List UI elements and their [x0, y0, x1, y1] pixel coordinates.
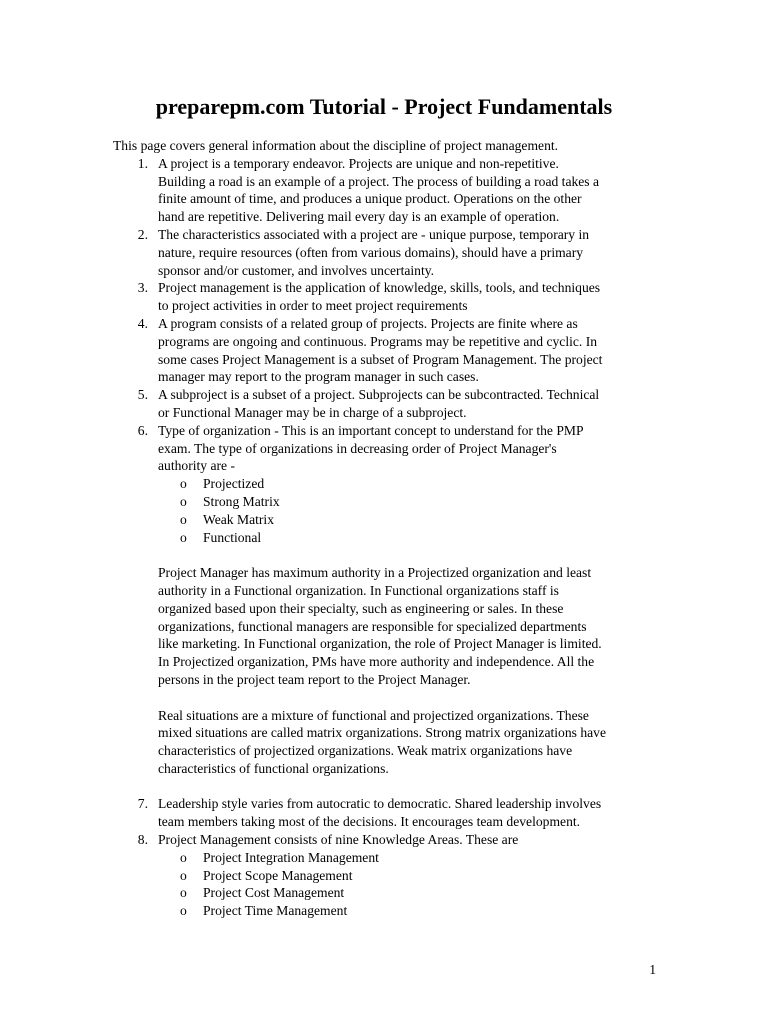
text-line: exam. The type of organizations in decreasing order of Project Manager's	[158, 440, 557, 456]
bullet-text: Project Cost Management	[203, 885, 345, 901]
text-line: organizations, functional managers are responsible for specialized departments	[158, 618, 587, 634]
text-line: characteristics of functional organizations.	[158, 760, 389, 776]
list-number: 8.	[137, 832, 148, 848]
list-item	[113, 795, 658, 831]
page-number: 1	[649, 962, 656, 977]
bullet-text: Project Time Management	[203, 903, 348, 919]
list-number: 1.	[137, 155, 148, 171]
bullet-marker: o	[180, 867, 187, 883]
document-body	[113, 137, 658, 920]
text-line: programs are ongoing and continuous. Programs may be repetitive and cyclic. In	[158, 333, 598, 349]
text-line: Building a road is an example of a project. The process of building a road takes a	[158, 173, 600, 189]
bullet-text: Project Scope Management	[203, 867, 353, 883]
text-line: or Functional Manager may be in charge of a subproject.	[158, 404, 467, 420]
text-line: Project Manager has maximum authority in a Projectized organization and least	[158, 565, 592, 581]
matrix-paragraph	[158, 707, 658, 778]
text-line: The characteristics associated with a project are - unique purpose, temporary in	[158, 226, 590, 242]
numbered-list	[113, 155, 658, 920]
intro-paragraph: This page covers general information about the discipline of project management.	[113, 138, 559, 153]
bullet-list	[158, 475, 658, 546]
bullet-item	[158, 867, 658, 885]
list-item	[113, 422, 658, 796]
list-number: 5.	[137, 387, 148, 403]
bullet-item	[158, 511, 658, 529]
bullet-list	[158, 849, 658, 920]
text-line: authority are -	[158, 458, 235, 474]
text-line: organized based upon their specialty, such as engineering or sales. In these	[158, 600, 564, 616]
bullet-marker: o	[180, 529, 187, 545]
bullet-marker: o	[180, 885, 187, 901]
text-line: A project is a temporary endeavor. Projects are unique and non-repetitive.	[158, 155, 559, 171]
text-line: manager may report to the program manager in such cases.	[158, 369, 479, 385]
bullet-marker: o	[180, 903, 187, 919]
bullet-item	[158, 529, 658, 547]
bullet-marker: o	[180, 511, 187, 527]
bullet-text: Project Integration Management	[203, 849, 379, 865]
bullet-text: Functional	[203, 529, 262, 545]
text-line: Type of organization - This is an important concept to understand for the PMP	[158, 422, 584, 438]
bullet-marker: o	[180, 849, 187, 865]
spacer	[158, 546, 658, 564]
list-item	[113, 386, 658, 422]
text-line: some cases Project Management is a subset of Program Management. The project	[158, 351, 603, 367]
text-line: finite amount of time, and produces a unique product. Operations on the other	[158, 191, 582, 207]
text-line: Project Management consists of nine Knowledge Areas. These are	[158, 832, 519, 848]
text-line: persons in the project team report to the Project Manager.	[158, 671, 471, 687]
bullet-marker: o	[180, 493, 187, 509]
list-number: 3.	[137, 280, 148, 296]
bullet-text: Projectized	[203, 476, 265, 492]
bullet-text: Strong Matrix	[203, 493, 280, 509]
list-item	[113, 831, 658, 920]
organization-paragraph	[158, 564, 658, 689]
list-number: 2.	[137, 226, 148, 242]
text-line: sponsor and/or customer, and involves uncertainty.	[158, 262, 435, 278]
bullet-item	[158, 475, 658, 493]
list-number: 6.	[137, 422, 148, 438]
text-line: nature, require resources (often from various domains), should have a primary	[158, 244, 584, 260]
list-number: 7.	[137, 796, 148, 812]
page-title: preparepm.com Tutorial - Project Fundamentals	[155, 94, 613, 119]
bullet-item	[158, 884, 658, 902]
text-line: like marketing. In Functional organization, the role of Project Manager is limited.	[158, 636, 602, 652]
text-line: team members taking most of the decisions. It encourages team development.	[158, 814, 581, 830]
bullet-item	[158, 849, 658, 867]
text-line: A program consists of a related group of projects. Projects are finite where as	[158, 315, 578, 331]
spacer	[158, 778, 658, 796]
bullet-text: Weak Matrix	[203, 511, 275, 527]
spacer	[158, 689, 658, 707]
text-line: Leadership style varies from autocratic to democratic. Shared leadership involves	[158, 796, 602, 812]
list-item	[113, 226, 658, 279]
text-line: hand are repetitive. Delivering mail every day is an example of operation.	[158, 209, 560, 225]
bullet-marker: o	[180, 476, 187, 492]
list-item	[113, 279, 658, 315]
text-line: A subproject is a subset of a project. Subprojects can be subcontracted. Technical	[158, 387, 600, 403]
list-item	[113, 315, 658, 386]
text-line: characteristics of projectized organizations. Weak matrix organizations have	[158, 743, 573, 759]
text-line: In Projectized organization, PMs have more authority and independence. All the	[158, 654, 595, 670]
bullet-item	[158, 493, 658, 511]
text-line: mixed situations are called matrix organizations. Strong matrix organizations have	[158, 725, 606, 741]
bullet-item	[158, 902, 658, 920]
list-item	[113, 155, 658, 226]
text-line: Project management is the application of knowledge, skills, tools, and techniques	[158, 280, 601, 296]
text-line: authority in a Functional organization. In Functional organizations staff is	[158, 582, 559, 598]
text-line: Real situations are a mixture of functional and projectized organizations. These	[158, 707, 589, 723]
text-line: to project activities in order to meet project requirements	[158, 298, 468, 314]
list-number: 4.	[137, 315, 148, 331]
